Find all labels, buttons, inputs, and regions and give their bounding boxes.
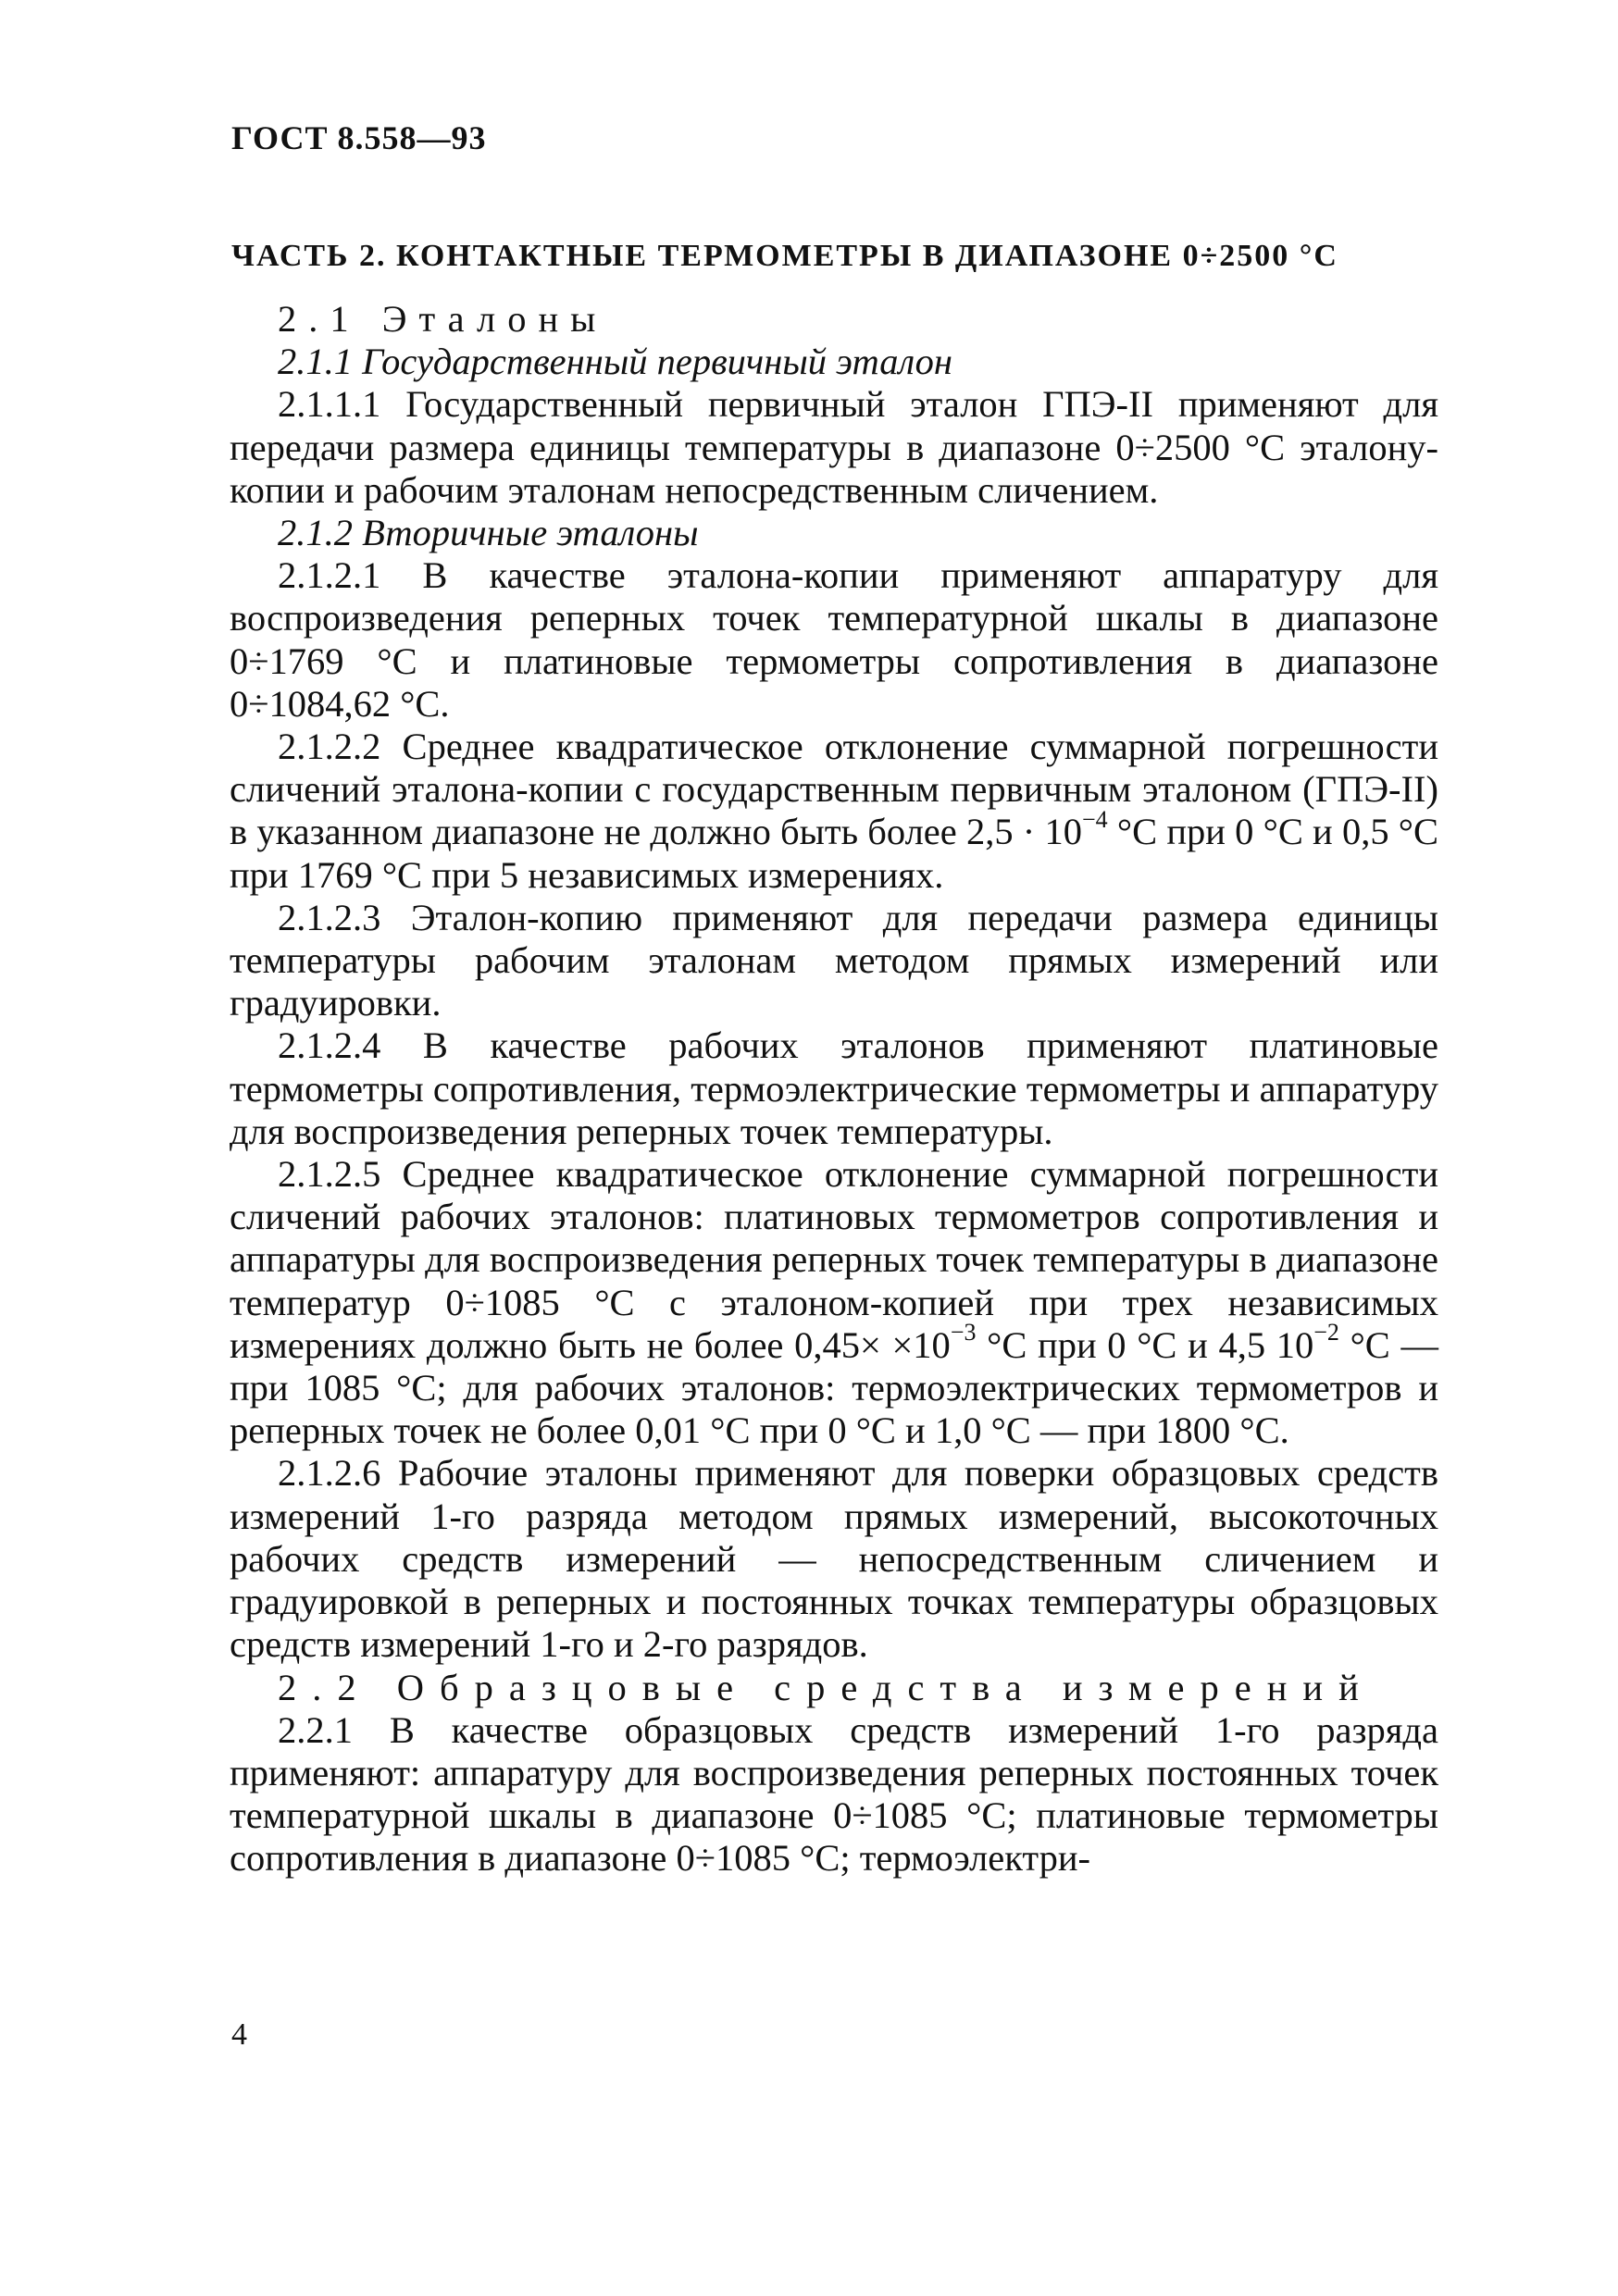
section-heading-2-2: 2.2 Образцовые средства измерений — [278, 1666, 1375, 1708]
paragraph-2-1-2-5 — [230, 1153, 1438, 1452]
page-number: 4 — [231, 2017, 247, 2052]
paragraph-2-1-2-1: 2.1.2.1 В качестве эталона-копии применяют аппаратуру для воспроизведения реперных точек температурной шкалы в диапазоне 0÷1769 °С и платиновые термометры сопротивления в диапазоне 0÷1084,62 °С. — [230, 554, 1438, 725]
paragraph-2-1-2-6: 2.1.2.6 Рабочие эталоны применяют для поверки образцовых средств измерений 1-го разряда методом прямых измерений, высокоточных рабочих средств измерений — непосредственным сличением и градуировкой в реперных и постоянных точках температуры образцовых средств измерений 1-го и 2-го разрядов. — [230, 1452, 1438, 1666]
subsection-heading-2-1-1: 2.1.1 Государственный первичный эталон — [278, 341, 952, 383]
paragraph-2-1-2-2-text-b: °С при 0 °С и 0,5 °С при 1769 °С при 5 независимых измерениях. — [230, 811, 1438, 896]
subsection-heading-2-1-2: 2.1.2 Вторичные эталоны — [278, 512, 699, 554]
paragraph-2-1-2-5-text-b: °С при 0 °С и 4,5 10 — [976, 1323, 1314, 1366]
part-title: ЧАСТЬ 2. КОНТАКТНЫЕ ТЕРМОМЕТРЫ В ДИАПАЗОНЕ 0÷2500 °С — [231, 239, 1338, 273]
paragraph-2-2-1: 2.2.1 В качестве образцовых средств измерений 1-го разряда применяют: аппаратуру для воспроизведения реперных постоянных точек температурной шкалы в диапазоне 0÷1085 °С; платиновые термометры сопротивления в диапазоне 0÷1085 °С; термоэлектри- — [230, 1708, 1438, 1880]
paragraph-2-1-2-4: 2.1.2.4 В качестве рабочих эталонов применяют платиновые термометры сопротивления, термоэлектрические термометры и аппаратуру для воспроизведения реперных точек температуры. — [230, 1024, 1438, 1152]
body-text — [230, 298, 1438, 1880]
document-header: ГОСТ 8.558—93 — [231, 119, 487, 156]
paragraph-2-1-2-5-text-a: 2.1.2.5 Среднее квадратическое отклонение суммарной погрешности сличений рабочих эталонов: платиновых термометров сопротивления и аппаратуры для воспроизведения реперных точек температуры в диапазоне температур 0÷1085 °С с эталоном-копией при трех независимых измерениях должно быть не более 0,45× ×10 — [230, 1153, 1438, 1366]
section-heading-2-1: 2.1 Эталоны — [278, 298, 608, 340]
paragraph-2-1-1-1: 2.1.1.1 Государственный первичный эталон ГПЭ-II применяют для передачи размера единицы температуры в диапазоне 0÷2500 °С эталону-копии и рабочим эталонам непосредственным сличением. — [230, 383, 1438, 511]
paragraph-2-1-2-2-exponent: −4 — [1082, 805, 1108, 833]
paragraph-2-1-2-2 — [230, 726, 1438, 897]
paragraph-2-1-2-5-exponent-2: −2 — [1313, 1319, 1339, 1347]
paragraph-2-1-2-3: 2.1.2.3 Эталон-копию применяют для передачи размера единицы температуры рабочим эталонам методом прямых измерений или градуировки. — [230, 896, 1438, 1024]
paragraph-2-1-2-2-text-a: 2.1.2.2 Среднее квадратическое отклонение суммарной погрешности сличений эталона-копии с государственным первичным эталоном (ГПЭ-II) в указанном диапазоне не должно быть более 2,5 · 10 — [230, 726, 1438, 853]
paragraph-2-1-2-5-exponent-1: −3 — [950, 1319, 977, 1347]
paragraph-2-1-2-5-text-c: °С — при 1085 °С; для рабочих эталонов: термоэлектрических термометров и реперных точек не более 0,01 °С при 0 °С и 1,0 °С — при 1800 °С. — [230, 1323, 1438, 1452]
